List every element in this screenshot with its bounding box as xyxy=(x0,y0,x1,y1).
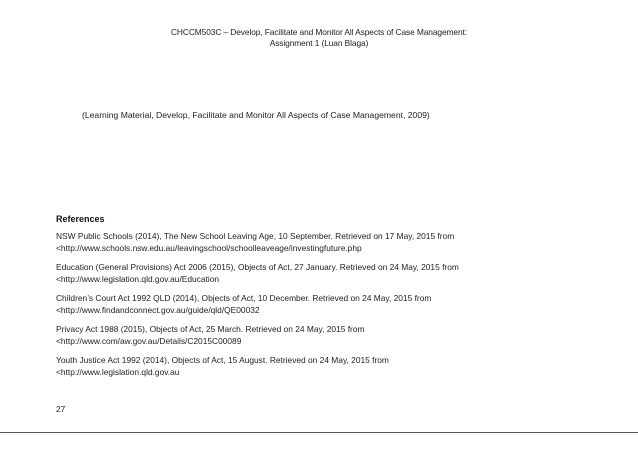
reference-url: <http://www.findandconnect.gov.au/guide/qld/QE00032 xyxy=(56,305,260,315)
page-bottom-divider xyxy=(0,432,638,433)
citation-text: (Learning Material, Develop, Facilitate and Monitor All Aspects of Case Management, 2009) xyxy=(82,110,430,120)
references-section xyxy=(56,213,596,385)
page-header xyxy=(0,27,638,49)
reference-item xyxy=(56,354,596,378)
reference-citation: Youth Justice Act 1992 (2014), Objects of Act, 15 August. Retrieved on 24 May, 2015 from xyxy=(56,355,389,365)
header-subtitle-line: Assignment 1 (Luan Blaga) xyxy=(269,38,369,48)
reference-url: <http://www.com/aw.gov.au/Details/C2015C00089 xyxy=(56,336,242,346)
reference-citation: Privacy Act 1988 (2015), Objects of Act, 25 March. Retrieved on 24 May, 2015 from xyxy=(56,324,365,334)
header-title-line: CHCCM503C – Develop, Facilitate and Monitor All Aspects of Case Management: xyxy=(170,27,467,37)
reference-url: <http://www.legislation.qld.gov.au xyxy=(56,367,180,377)
reference-url: <http://www.legislation.qld.gov.au/Education xyxy=(56,274,220,284)
reference-item xyxy=(56,292,596,316)
reference-url: <http://www.schools.nsw.edu.au/leavingschool/schoolleaveage/investingfuture.php xyxy=(56,243,362,253)
reference-citation: Education (General Provisions) Act 2006 (2015), Objects of Act, 27 January. Retrieved on 24 May, 2015 from xyxy=(56,262,459,272)
reference-item xyxy=(56,323,596,347)
references-heading: References xyxy=(56,214,105,224)
reference-citation: NSW Public Schools (2014), The New School Leaving Age, 10 September. Retrieved on 17 May, 2015 from xyxy=(56,231,455,241)
reference-item xyxy=(56,230,596,254)
page-number: 27 xyxy=(56,404,66,414)
reference-citation: Children’s Court Act 1992 QLD (2014), Objects of Act, 10 December. Retrieved on 24 May, 2015 from xyxy=(56,293,432,303)
reference-item xyxy=(56,261,596,285)
